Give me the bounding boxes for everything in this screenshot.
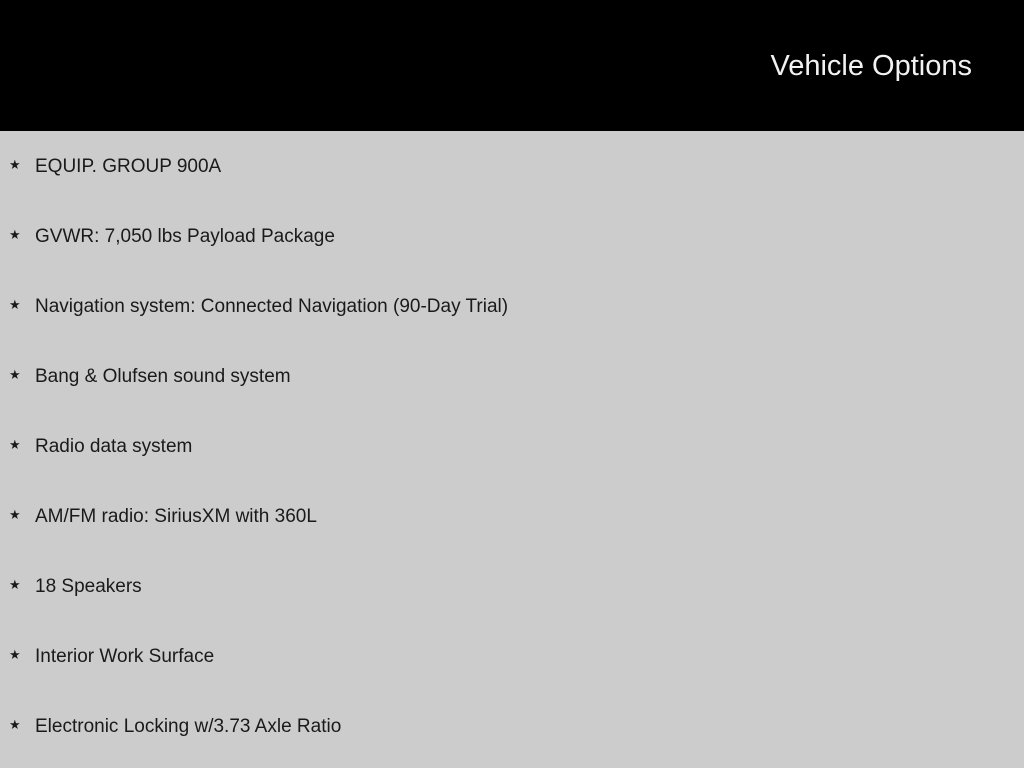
star-bullet-icon: ★: [9, 437, 21, 452]
option-label: Radio data system: [35, 436, 193, 457]
option-label: Electronic Locking w/3.73 Axle Ratio: [35, 716, 342, 737]
option-item-axle-ratio: [0, 712, 1000, 742]
star-bullet-icon: ★: [9, 367, 21, 382]
option-label: 18 Speakers: [35, 576, 142, 597]
option-item-navigation: [0, 292, 1000, 322]
option-item-gvwr: [0, 222, 1000, 252]
option-item-am-fm-radio: [0, 502, 1000, 532]
option-label: AM/FM radio: SiriusXM with 360L: [35, 506, 317, 527]
option-label: Bang & Olufsen sound system: [35, 366, 291, 387]
option-label: GVWR: 7,050 lbs Payload Package: [35, 226, 335, 247]
star-bullet-icon: ★: [9, 297, 21, 312]
star-bullet-icon: ★: [9, 717, 21, 732]
star-bullet-icon: ★: [9, 647, 21, 662]
vehicle-options-list: [0, 131, 1024, 768]
page-title: Vehicle Options: [770, 50, 972, 82]
option-label: EQUIP. GROUP 900A: [35, 156, 222, 177]
star-bullet-icon: ★: [9, 227, 21, 242]
option-item-work-surface: [0, 642, 1000, 672]
option-item-radio-data: [0, 432, 1000, 462]
option-label: Interior Work Surface: [35, 646, 215, 667]
option-item-speakers: [0, 572, 1000, 602]
header-bar: [0, 0, 1024, 131]
star-bullet-icon: ★: [9, 157, 21, 172]
option-item-sound-system: [0, 362, 1000, 392]
option-label: Navigation system: Connected Navigation (90-Day Trial): [35, 296, 509, 317]
star-bullet-icon: ★: [9, 577, 21, 592]
star-bullet-icon: ★: [9, 507, 21, 522]
option-item-equip-group: [0, 152, 1000, 182]
